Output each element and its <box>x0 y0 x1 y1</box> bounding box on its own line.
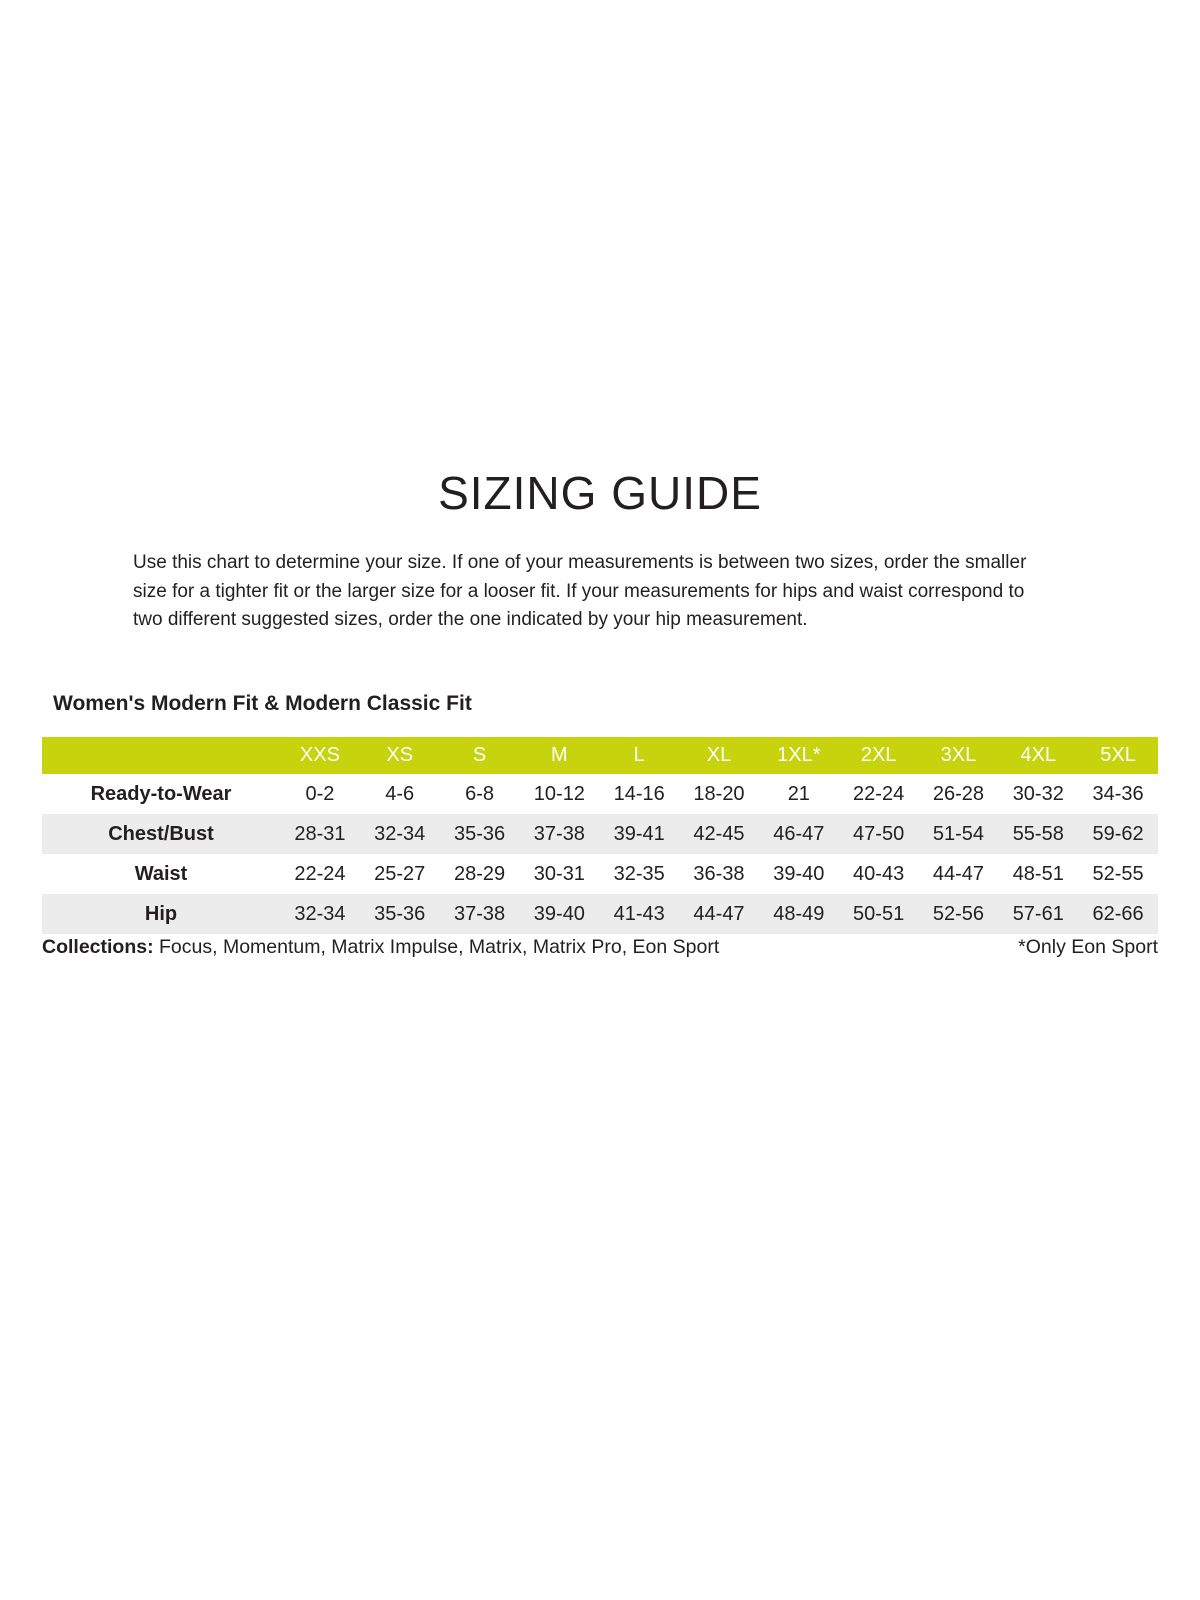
table-cell: 22-24 <box>853 782 905 805</box>
table-cell: 34-36 <box>1092 782 1144 805</box>
table-cell: 62-66 <box>1092 902 1144 925</box>
page-title: SIZING GUIDE <box>438 467 762 519</box>
table-cell: 25-27 <box>374 862 426 885</box>
table-cell: 55-58 <box>1012 822 1064 845</box>
table-cell: 50-51 <box>853 902 905 925</box>
table-cell: 35-36 <box>374 902 426 925</box>
column-header: 1XL* <box>777 744 821 766</box>
table-cell: 51-54 <box>932 822 985 845</box>
table-cell: 10-12 <box>533 782 585 805</box>
table-cell: 28-31 <box>294 822 346 845</box>
column-header: XS <box>386 744 414 766</box>
table-cell: 39-40 <box>773 862 825 885</box>
table-cell: 0-2 <box>305 782 335 805</box>
intro-line: Use this chart to determine your size. If one of your measurements is between two sizes, order the smaller <box>133 552 1027 573</box>
table-cell: 36-38 <box>693 862 745 885</box>
table-cell: 18-20 <box>693 782 745 805</box>
table-cell: 40-43 <box>853 862 905 885</box>
table-row <box>42 774 1158 814</box>
table-row <box>42 854 1158 894</box>
table-cell: 4-6 <box>385 782 415 805</box>
intro-paragraph <box>133 549 1026 635</box>
column-header: 4XL <box>1020 744 1057 766</box>
footnote: *Only Eon Sport <box>1018 936 1158 958</box>
table-cell: 37-38 <box>453 902 506 925</box>
table-cell: 14-16 <box>613 782 665 805</box>
table-cell: 44-47 <box>693 902 745 925</box>
table-cell: 32-34 <box>374 822 426 845</box>
table-row <box>42 894 1158 934</box>
table-cell: 35-36 <box>453 822 506 845</box>
collections-line <box>42 936 719 959</box>
row-label: Chest/Bust <box>108 822 214 845</box>
column-header: L <box>633 744 645 766</box>
column-header: S <box>472 744 487 766</box>
table-cell: 21 <box>787 782 810 805</box>
table-cell: 52-56 <box>932 902 985 925</box>
table-cell: 30-31 <box>533 862 585 885</box>
column-header: 5XL <box>1100 744 1136 766</box>
table-cell: 46-47 <box>773 822 825 845</box>
collections-text: Focus, Momentum, Matrix Impulse, Matrix, Matrix Pro, Eon Sport <box>153 936 720 958</box>
table-cell: 59-62 <box>1092 822 1144 845</box>
table-cell: 39-40 <box>533 902 585 925</box>
size-table <box>42 737 1158 934</box>
intro-line: size for a tighter fit or the larger size for a looser fit. If your measurements for hips and waist correspond to <box>133 580 1025 602</box>
table-cell: 42-45 <box>693 822 745 845</box>
table-cell: 26-28 <box>932 782 985 805</box>
table-cell: 48-49 <box>773 902 825 925</box>
table-cell: 32-35 <box>613 862 665 885</box>
table-cell: 22-24 <box>294 862 346 885</box>
table-cell: 30-32 <box>1012 782 1064 805</box>
table-cell: 57-61 <box>1012 902 1064 925</box>
size-table-header <box>42 737 1158 774</box>
intro-line: two different suggested sizes, order the one indicated by your hip measurement. <box>133 609 808 630</box>
collections-label: Collections: <box>42 936 154 958</box>
row-label: Hip <box>144 902 178 925</box>
row-label: Waist <box>134 862 188 885</box>
table-cell: 47-50 <box>853 822 905 845</box>
table-cell: 37-38 <box>533 822 585 845</box>
table-footer <box>42 936 1158 959</box>
table-cell: 44-47 <box>932 862 985 885</box>
size-table-body <box>42 774 1158 934</box>
column-header: XL <box>706 744 732 766</box>
table-row <box>42 814 1158 854</box>
column-header: 2XL <box>860 744 897 766</box>
table-cell: 48-51 <box>1012 862 1064 885</box>
table-cell: 39-41 <box>613 822 665 845</box>
table-cell: 52-55 <box>1092 862 1144 885</box>
table-cell: 32-34 <box>294 902 346 925</box>
row-label: Ready-to-Wear <box>90 782 232 805</box>
section-title: Women's Modern Fit & Modern Classic Fit <box>53 692 472 715</box>
column-header: 3XL <box>940 744 977 766</box>
table-cell: 41-43 <box>613 902 665 925</box>
table-cell: 28-29 <box>453 862 506 885</box>
column-header: M <box>551 744 568 766</box>
table-cell: 6-8 <box>465 782 494 805</box>
column-header: XXS <box>299 744 340 766</box>
